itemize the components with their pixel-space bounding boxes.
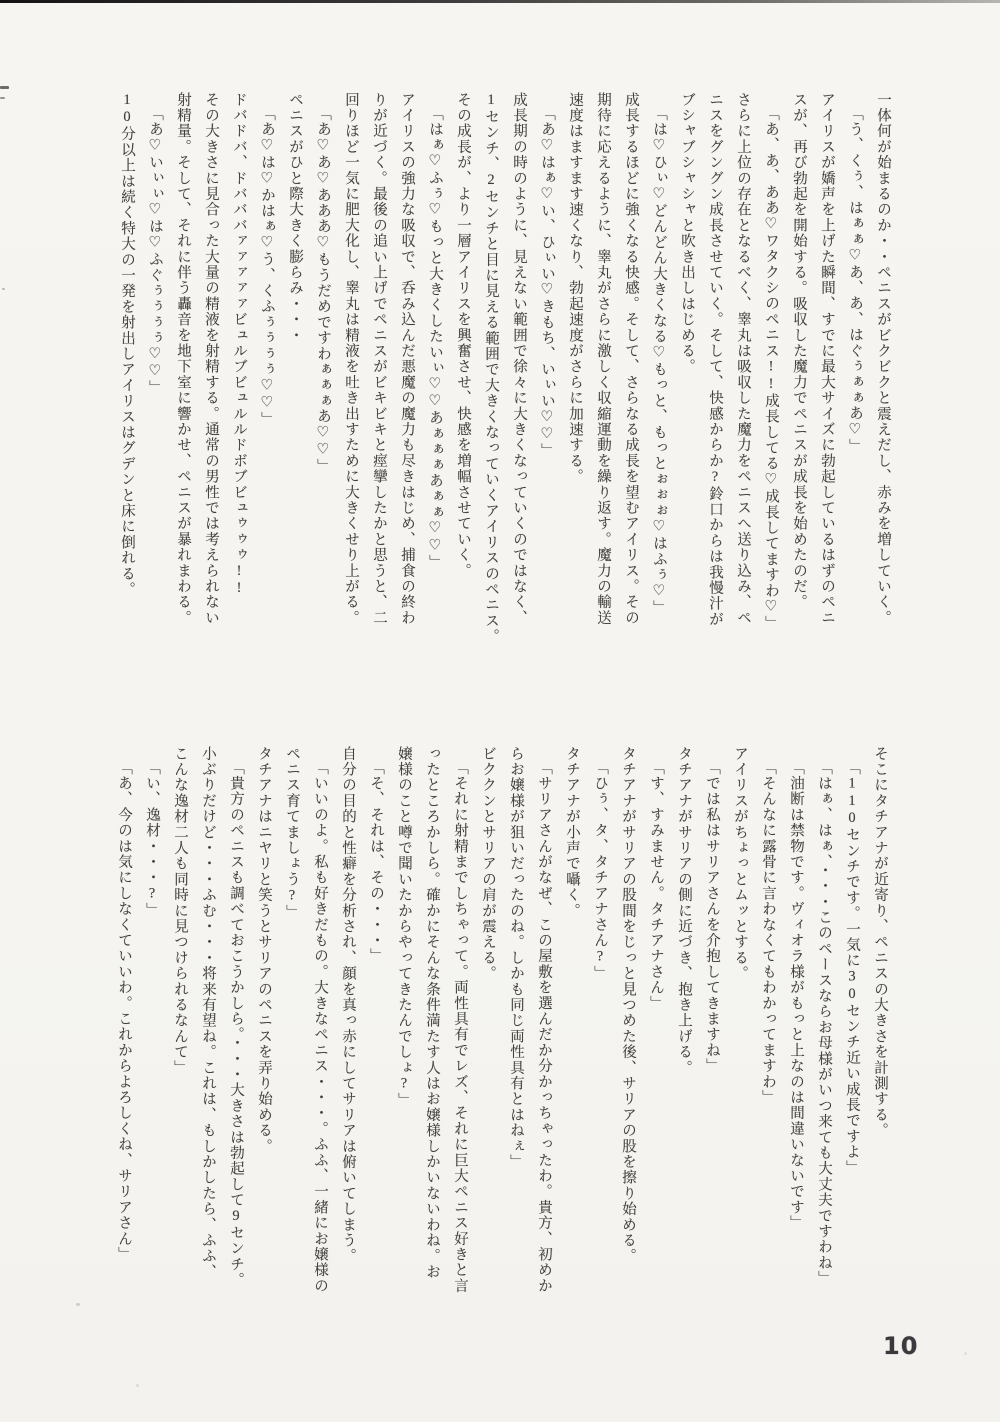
text-column: 1センチ、2センチと目に見える範囲で大きくなっていくアイリスのペニス。 — [483, 92, 499, 645]
text-column: ったところかしら。確かにそんな条件満たす人はお嬢様しかいないわね。お — [424, 746, 440, 1280]
text-column: 10分以上は続く特大の一発を射出しアイリスはグデンと床に倒れる。 — [119, 92, 135, 598]
text-column: らお嬢様が狙いだったのね。しかも同じ両性具有とはねぇ」 — [508, 746, 524, 1170]
text-column: 「あ♡あ♡あああ♡もうだめですわぁぁぁあ♡♡」 — [315, 106, 331, 475]
text-column: 嬢様のこと噂で聞いたからやってきたんでしょ?」 — [396, 746, 412, 1109]
text-column: 「す、すみません。タチアナさん」 — [648, 760, 664, 1012]
text-column: その大きさに見合った大量の精液を射精する。通常の男性では考えられない — [203, 92, 219, 626]
text-column: 回りほど一気に肥大化し、睾丸は精液を吐き出すために大きくせり上がる。 — [343, 92, 359, 626]
text-column: 「それに射精までしちゃって。両性具有でレズ、それに巨大ペニス好きと言 — [452, 760, 468, 1294]
text-column: ニスをグングン成長させていく。そして、快感からか?鈴口からは我慢汁が — [707, 92, 723, 628]
text-column: 「そ、それは、その・・・」 — [368, 760, 384, 965]
text-column: 「あ、今のは気にしなくていいわ。これからよろしくね、サリアさん」 — [116, 760, 132, 1263]
text-column: タチアナが小声で囁く。 — [564, 746, 580, 919]
text-column: 「あ、あ、ああ♡ワタクシのペニス!!成長してる♡成長してますわ♡」 — [763, 106, 779, 632]
text-column: スが、再び勃起を開始する。吸収した魔力でペニスが成長を始めたのだ。 — [791, 92, 807, 611]
text-column: 射精量。そして、それに伴う轟音を地下室に響かせ、ペニスが暴れまわる。 — [175, 92, 191, 626]
text-column: りが近づく。最後の追い上げでペニスがビキビキと痙攣したかと思うと、二 — [371, 92, 387, 626]
text-column: アイリスの強力な吸収で、呑み込んだ悪魔の魔力も尽きはじめ、捕食の終わ — [399, 92, 415, 626]
text-column: 「貴方のペニスも調べておこうかしら。・・・大きさは勃起して9センチ。 — [228, 760, 244, 1289]
text-column: 「あ♡は♡かはぁ♡う、くふぅぅぅぅ♡♡」 — [259, 106, 275, 428]
scan-speck — [964, 1352, 967, 1355]
scan-artifact-top-edge — [0, 0, 1000, 3]
text-column: 「はぁ♡ふぅ♡もっと大きくしたいぃ♡♡あぁぁぁあぁぁ♡♡」 — [427, 106, 443, 571]
text-column: 小ぶりだけど・・・ふむ・・・将来有望ね。これは、もしかしたら、ふふ、 — [200, 746, 216, 1280]
text-column: 自分の目的と性癖を分析され、顔を真っ赤にしてサリアは俯いてしまう。 — [340, 746, 356, 1265]
text-column: ブシャブシャシャと吹き出しはじめる。 — [679, 92, 695, 375]
text-column: 「う、くぅ、はぁぁ♡あ、あ、はぐぅぁぁあ♡」 — [847, 106, 863, 455]
text-column: アイリスが嬌声を上げた瞬間、すでに最大サイズに勃起しているはずのペニ — [819, 92, 835, 626]
story-text-block-bottom — [110, 746, 894, 1326]
text-column: 一体何が始まるのか・・ペニスがビクビクと震えだし、赤みを増していく。 — [875, 92, 891, 626]
text-column: 「はぁ、はぁ、・・・このペースならお母様がいつ来ても大丈夫ですわね」 — [816, 760, 832, 1287]
text-column: 「では私はサリアさんを介抱してきますね」 — [704, 760, 720, 1074]
scan-artifact-left-mark — [0, 86, 9, 89]
text-column: 「サリアさんがなぜ、この屋敷を選んだか分かっちゃったわ。貴方、初めか — [536, 760, 552, 1294]
text-column: 成長期の時のように、見えない範囲で徐々に大きくなっていくのではなく、 — [511, 92, 527, 626]
text-column: タチアナがサリアの股間をじっと見つめた後、サリアの股を擦り始める。 — [620, 746, 636, 1265]
scan-artifact-left-mark — [2, 288, 5, 290]
text-column: 期待に応えるように、睾丸がさらに激しく収縮運動を繰り返す。魔力の輸送 — [595, 92, 611, 626]
text-column: さらに上位の存在となるべく、睾丸は吸収した魔力をペニスへ送り込み、ペ — [735, 92, 751, 626]
text-column: 「い、逸材・・・?」 — [144, 760, 160, 919]
story-text-block-top — [113, 92, 897, 667]
text-column: タチアナはニヤリと笑うとサリアのペニスを弄り始める。 — [256, 746, 272, 1155]
text-column: アイリスがちょっとムッとする。 — [732, 746, 748, 982]
scan-speck — [76, 1303, 80, 1306]
scan-artifact-left-mark — [0, 97, 5, 99]
text-column: 「そんなに露骨に言わなくてもわかってますわ」 — [760, 760, 776, 1106]
text-column: そこにタチアナが近寄り、ペニスの大きさを計測する。 — [872, 746, 888, 1139]
text-column: 「いいのよ。私も好きだもの。大きなペニス・・・。ふふ、一緒にお嬢様の — [312, 760, 328, 1294]
text-column: 速度はますます速くなり、勃起速度がさらに加速する。 — [567, 92, 583, 485]
text-column: ビククンとサリアの肩が震える。 — [480, 746, 496, 982]
text-column: 「油断は禁物です。ヴィオラ様がもっと上なのは間違いないです」 — [788, 760, 804, 1231]
text-column: 成長するほどに強くなる快感。そして、さらなる成長を望むアイリス。その — [623, 92, 639, 626]
text-column: ドバドバ、ドバババァァァァァビュルブビュルルドボブビュゥゥゥ!! — [231, 92, 247, 598]
text-column: タチアナがサリアの側に近づき、抱き上げる。 — [676, 746, 692, 1076]
page-number: 10 — [883, 1332, 919, 1360]
text-column: ペニス育てましょう?」 — [284, 746, 300, 921]
text-column: ペニスがひと際大きく膨らみ・・・ — [287, 92, 303, 344]
scan-speck — [136, 1384, 139, 1387]
text-column: 「あ♡いぃぃ♡は♡ふぐぅぅぅぅ♡♡」 — [147, 106, 163, 397]
text-column: 「は♡ひぃ♡どんどん大きくなる♡もっと、もっとぉぉぉ♡はふぅ♡」 — [651, 106, 667, 616]
text-column: こんな逸材二人も同時に見つけられるなんて」 — [172, 746, 188, 1076]
text-column: 「ひぅ、タ、タチアナさん?」 — [592, 760, 608, 982]
text-column: その成長が、より一層アイリスを興奮させ、快感を増幅させていく。 — [455, 92, 471, 579]
text-column: 「あ♡はぁ♡い、ひぃい♡きもち、いぃい♡♡」 — [539, 106, 555, 459]
text-column: 「110センチです。一気に30センチ近い成長ですよ」 — [844, 760, 860, 1176]
